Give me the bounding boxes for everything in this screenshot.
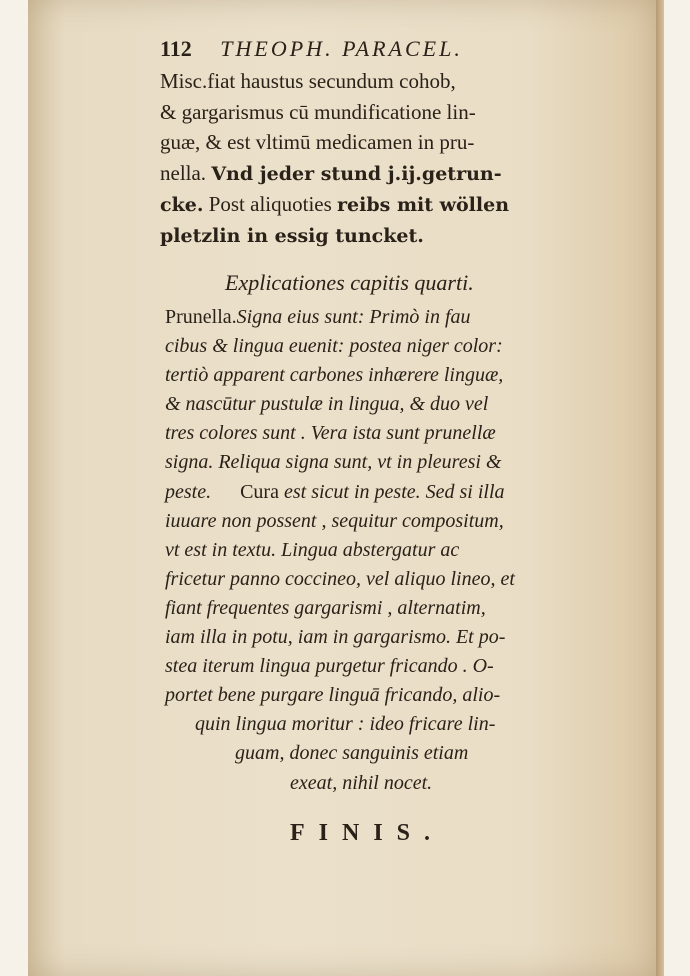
text-fragment: Signa eius sunt: Primò in fau: [236, 306, 471, 328]
text-line: stea iterum lingua purgetur fricando . O-: [165, 655, 494, 678]
text-line: [160, 189, 600, 221]
text-line: [165, 303, 615, 332]
keyword: Prunella.: [165, 306, 237, 328]
text-line: quin lingua moritur : ideo fricare lin-: [195, 713, 496, 736]
text-line: & gargarismus cū mundificatione lin-: [160, 99, 476, 124]
text-line: Misc.fiat haustus secundum cohob,: [160, 69, 456, 93]
text-line: exeat, nihil nocet.: [290, 771, 433, 794]
running-header: [160, 36, 590, 62]
running-title: THEOPH. PARACEL.: [220, 36, 463, 61]
text-line: portet bene purgare linguā fricando, alio-: [165, 684, 501, 707]
text-line: [165, 478, 615, 507]
page-number: 112: [160, 36, 192, 61]
text-fragment: Post aliquoties: [208, 192, 332, 216]
text-line: fiant frequentes gargarismi , alternatim,: [165, 596, 486, 619]
german-text: cke.: [160, 194, 204, 216]
text-line: [160, 158, 600, 190]
german-text: Vnd jeder stund j.ij.getrun-: [211, 162, 502, 185]
text-line: & nascūtur pustulæ in lingua, & duo vel: [165, 393, 489, 416]
text-line: vt est in textu. Lingua abstergatur ac: [165, 538, 460, 561]
text-line: tres colores sunt . Vera ista sunt prunellæ: [165, 422, 496, 445]
text-line: fricetur panno coccineo, vel aliquo lineo, et: [165, 567, 515, 590]
text-line: guæ, & est vltimū medicamen in pru-: [160, 130, 475, 154]
section-heading: Explicationes capitis quarti.: [225, 270, 474, 295]
german-line: pletzlin in essig tuncket.: [160, 224, 424, 247]
finis-mark: FINIS.: [290, 820, 445, 846]
text-line: iuuare non possent , sequitur compositum,: [165, 509, 504, 532]
text-line: tertiò apparent carbones inhærere linguæ,: [165, 364, 504, 387]
text-line: iam illa in potu, iam in gargarismo. Et po-: [165, 626, 506, 649]
recipe-paragraph: [160, 66, 600, 251]
text-line: cibus & lingua euenit: postea niger color:: [165, 335, 503, 358]
text-line: guam, donec sanguinis etiam: [235, 742, 469, 765]
keyword: Cura: [240, 480, 279, 503]
text-line: signa. Reliqua signa sunt, vt in pleuresi &: [165, 451, 502, 474]
text-fragment: peste.: [165, 480, 212, 503]
page-edge: [656, 0, 664, 976]
explication-paragraph: [165, 303, 615, 798]
german-text: reibs mit wöllen: [337, 194, 510, 216]
text-fragment: est sicut in peste. Sed si illa: [283, 480, 505, 503]
text-fragment: nella.: [160, 160, 207, 185]
